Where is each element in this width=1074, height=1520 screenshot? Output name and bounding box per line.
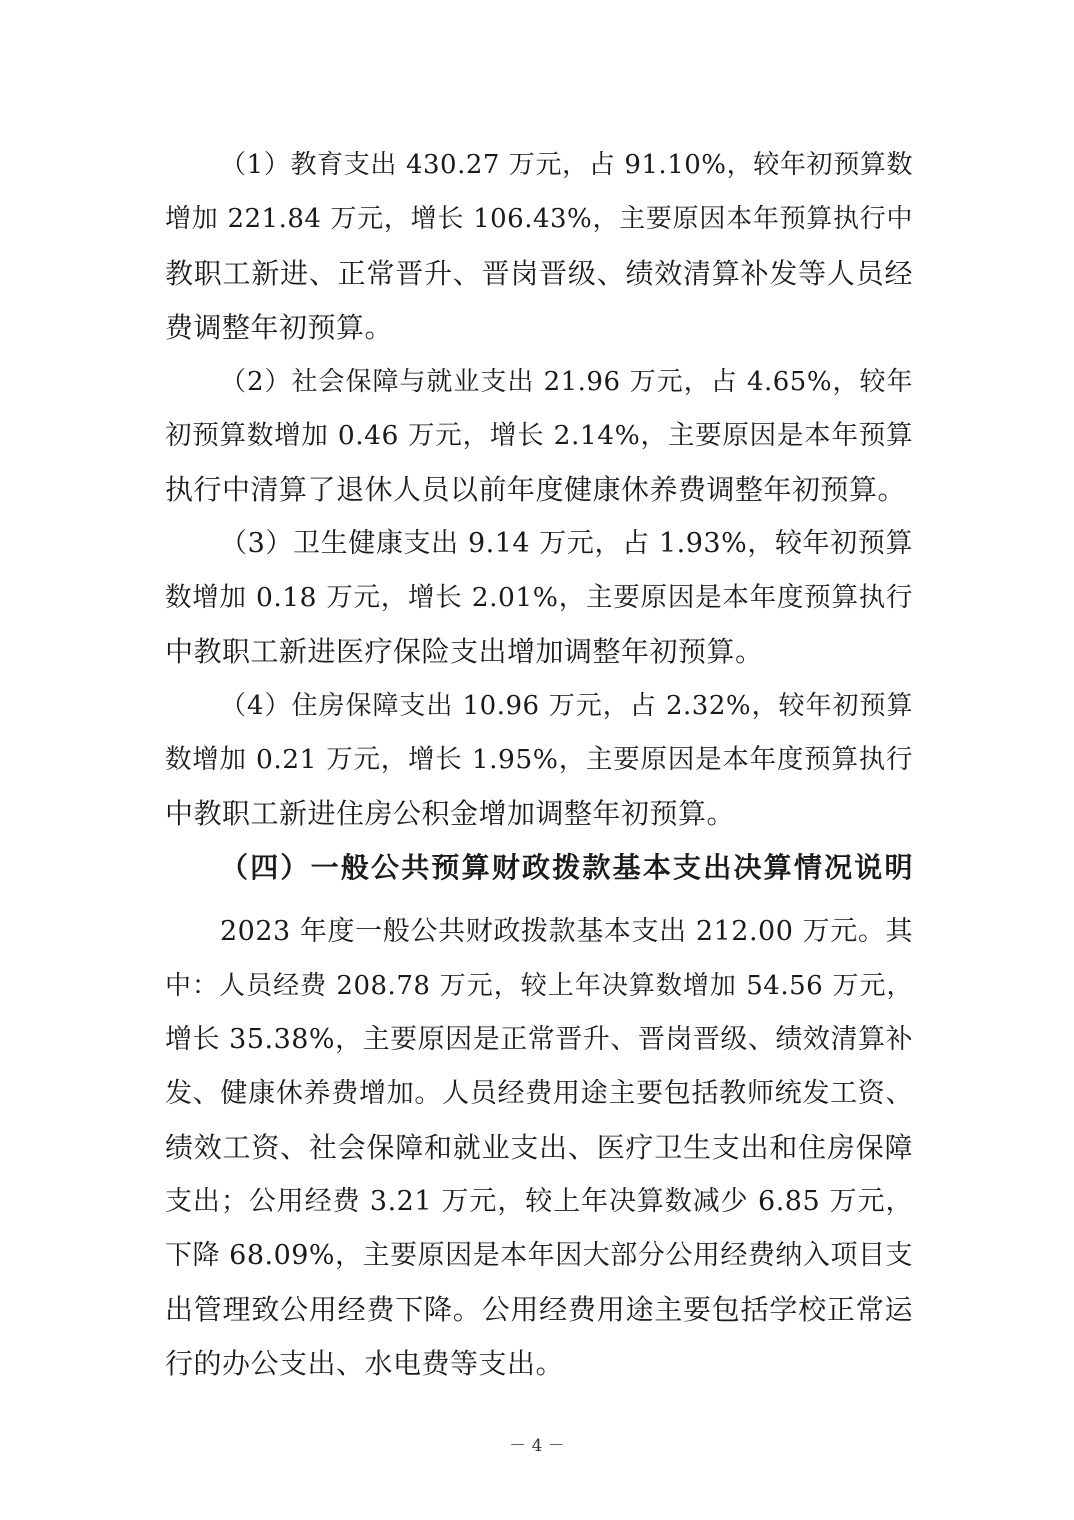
- summary-line-8: 出管理致公用经费下降。公用经费用途主要包括学校正常运: [165, 1293, 913, 1326]
- item-3-line-3: 中教职工新进医疗保险支出增加调整年初预算。: [165, 635, 764, 668]
- summary-line-1: 2023 年度一般公共财政拨款基本支出 212.00 万元。其: [220, 916, 913, 947]
- item-4-line-3: 中教职工新进住房公积金增加调整年初预算。: [165, 797, 736, 830]
- summary-line-9: 行的办公支出、水电费等支出。: [165, 1347, 565, 1380]
- item-3-line-2: 数增加 0.18 万元，增长 2.01%，主要原因是本年度预算执行: [165, 582, 913, 613]
- item-1-line-4: 费调整年初预算。: [165, 311, 394, 344]
- item-2-line-1: （2）社会保障与就业支出 21.96 万元，占 4.65%，较年: [220, 367, 913, 397]
- item-3-line-1: （3）卫生健康支出 9.14 万元，占 1.93%，较年初预算: [220, 528, 913, 559]
- summary-line-2: 中：人员经费 208.78 万元，较上年决算数增加 54.56 万元，: [165, 971, 913, 1001]
- item-1-line-1: （1）教育支出 430.27 万元，占 91.10%，较年初预算数: [220, 150, 913, 180]
- summary-line-7: 下降 68.09%，主要原因是本年因大部分公用经费纳入项目支: [165, 1240, 913, 1271]
- page-number: － 4 －: [509, 1436, 565, 1456]
- summary-line-4: 发、健康休养费增加。人员经费用途主要包括教师统发工资、: [165, 1078, 913, 1109]
- item-1-line-3: 教职工新进、正常晋升、晋岗晋级、绩效清算补发等人员经: [165, 257, 913, 290]
- item-1-line-2: 增加 221.84 万元，增长 106.43%，主要原因本年预算执行中: [165, 204, 913, 234]
- summary-line-6: 支出；公用经费 3.21 万元，较上年决算数减少 6.85 万元，: [165, 1186, 913, 1217]
- summary-line-5: 绩效工资、社会保障和就业支出、医疗卫生支出和住房保障: [165, 1131, 913, 1164]
- item-4-line-1: （4）住房保障支出 10.96 万元，占 2.32%，较年初预算: [220, 691, 913, 721]
- item-2-line-2: 初预算数增加 0.46 万元，增长 2.14%，主要原因是本年预算: [165, 420, 913, 451]
- item-2-line-3: 执行中清算了退休人员以前年度健康休养费调整年初预算。: [165, 473, 907, 506]
- summary-line-3: 增长 35.38%，主要原因是正常晋升、晋岗晋级、绩效清算补: [165, 1024, 913, 1055]
- section-heading: （四）一般公共预算财政拨款基本支出决算情况说明: [220, 851, 913, 884]
- item-4-line-2: 数增加 0.21 万元，增长 1.95%，主要原因是本年度预算执行: [165, 744, 913, 775]
